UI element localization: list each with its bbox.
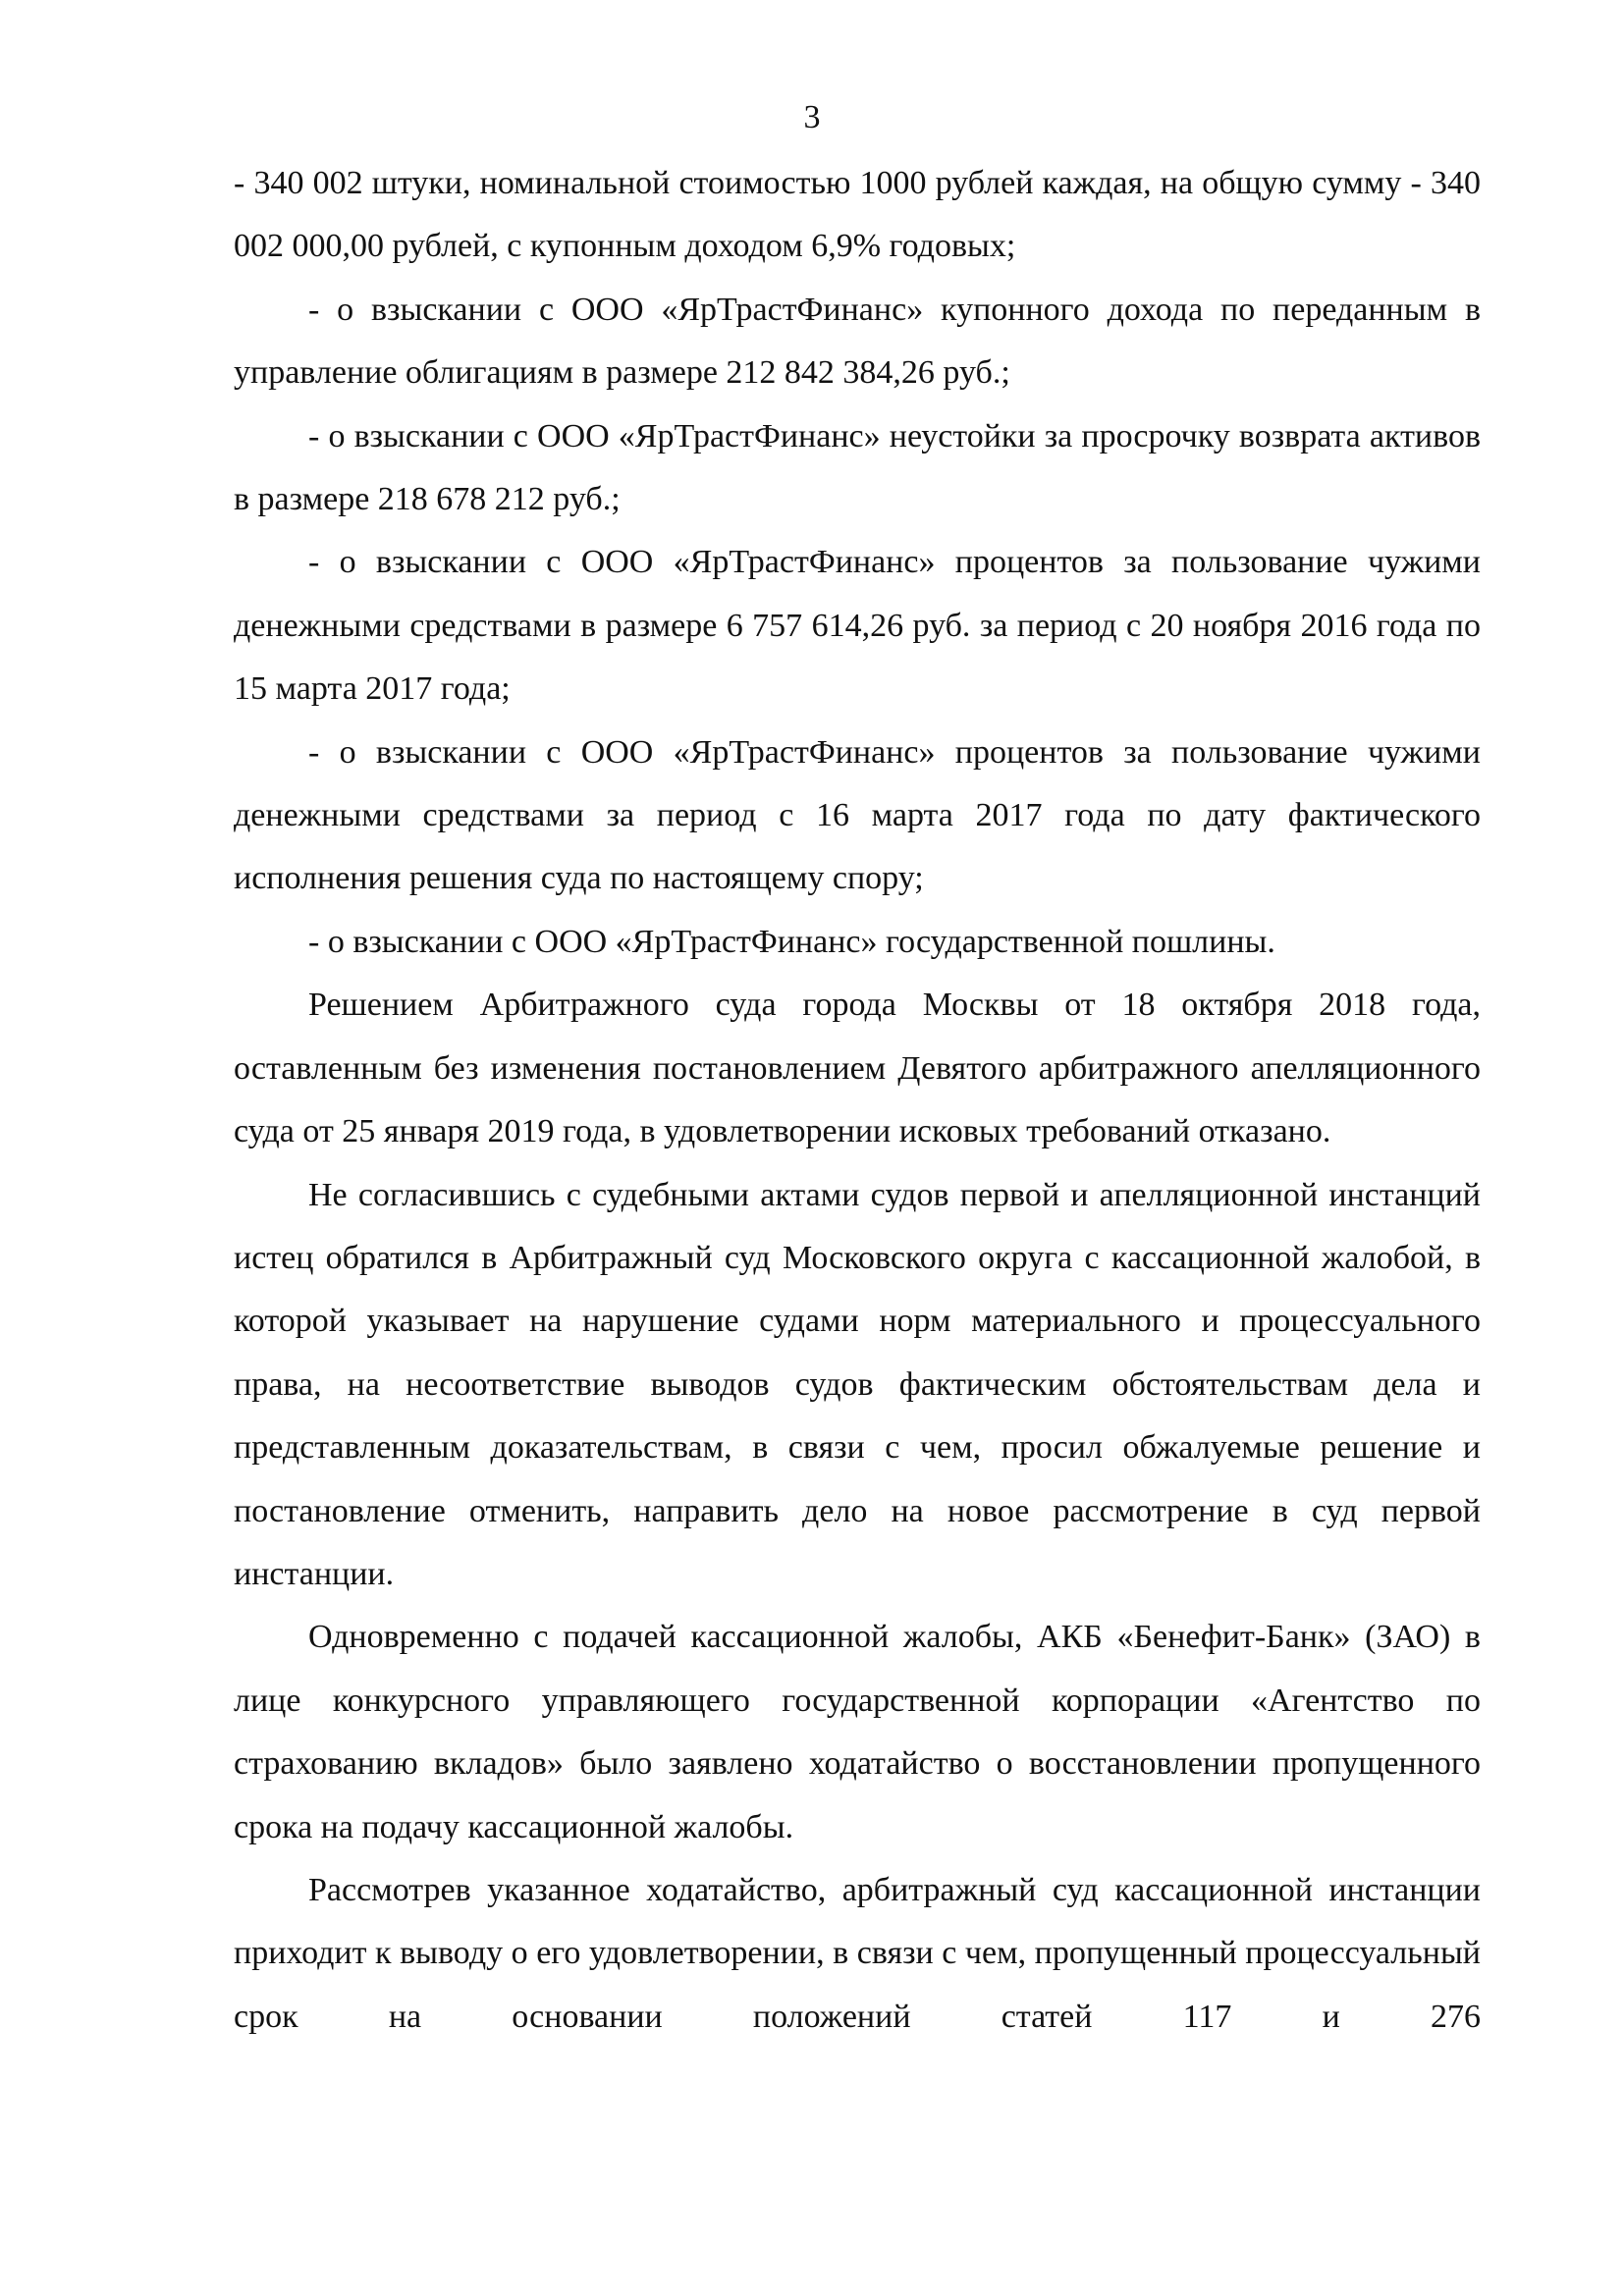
document-body — [234, 152, 1481, 2049]
paragraph-restoration-motion: Одновременно с подачей кассационной жалобы, АКБ «Бенефит-Банк» (ЗАО) в лице конкурсного управляющего государственной корпорации «Агентство по страхованию вкладов» было заявлено ходатайство о восстановлении пропущенного срока на подачу кассационной жалобы. — [234, 1619, 1481, 1845]
paragraph-coupon-income-claim: - о взыскании с ООО «ЯрТрастФинанс» купонного дохода по переданным в управление облигациям в размере 212 842 384,26 руб.; — [234, 291, 1481, 392]
paragraph-court-decision: Решением Арбитражного суда города Москвы от 18 октября 2018 года, оставленным без изменения постановлением Девятого арбитражного апелляционного суда от 25 января 2019 года, в удовлетворении исковых требований отказано. — [234, 987, 1481, 1150]
paragraph-bonds-quantity: - 340 002 штуки, номинальной стоимостью 1000 рублей каждая, на общую сумму - 340 002 000,00 рублей, с купонным доходом 6,9% годовых; — [234, 165, 1481, 265]
paragraph-cassation-appeal: Не согласившись с судебными актами судов первой и апелляционной инстанций истец обратился в Арбитражный суд Московского округа с кассационной жалобой, в которой указывает на нарушение судами норм материального и процессуального права, на несоответствие выводов судов фактическим обстоятельствам дела и представленным доказательствам, в связи с чем, просил обжалуемые решение и постановление отменить, направить дело на новое рассмотрение в суд первой инстанции. — [234, 1176, 1481, 1592]
paragraph-state-duty-claim: - о взыскании с ООО «ЯрТрастФинанс» государственной пошлины. — [308, 923, 1275, 960]
paragraph-interest-claim-period-2: - о взыскании с ООО «ЯрТрастФинанс» процентов за пользование чужими денежными средствами за период с 16 марта 2017 года по дату фактического исполнения решения суда по настоящему спору; — [234, 733, 1481, 897]
paragraph-motion-review: Рассмотрев указанное ходатайство, арбитражный суд кассационной инстанции приходит к выводу о его удовлетворении, в связи с чем, пропущенный процессуальный срок на основании положений статей 117 и 276 — [234, 1871, 1481, 2035]
page-number: 3 — [803, 99, 821, 135]
paragraph-interest-claim-period-1: - о взыскании с ООО «ЯрТрастФинанс» процентов за пользование чужими денежными средствами в размере 6 757 614,26 руб. за период с 20 ноября 2016 года по 15 марта 2017 года; — [234, 544, 1481, 708]
paragraph-penalty-claim: - о взыскании с ООО «ЯрТрастФинанс» неустойки за просрочку возврата активов в размере 218 678 212 руб.; — [234, 417, 1481, 518]
